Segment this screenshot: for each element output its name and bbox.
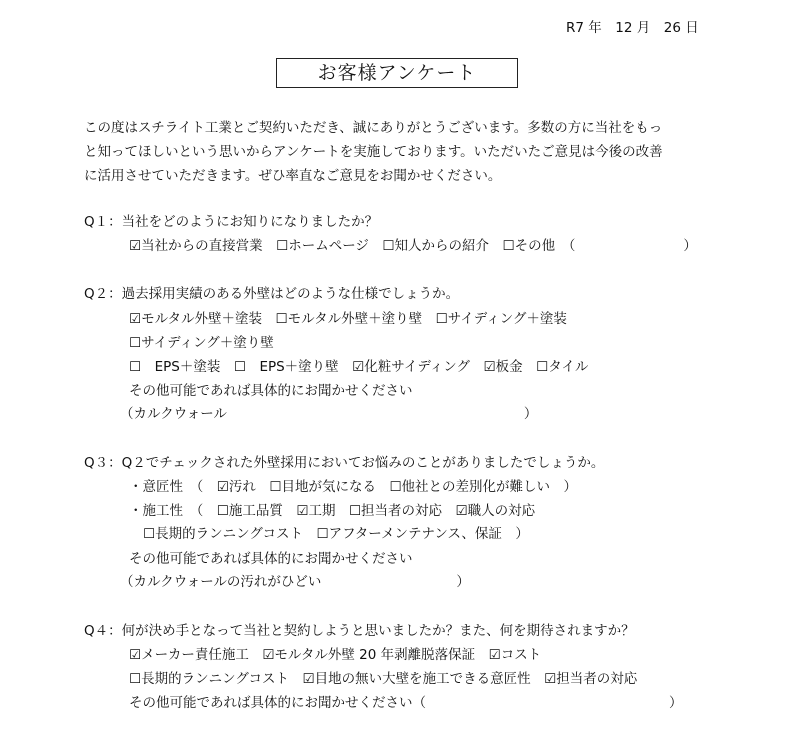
q2-options-line-2: ☐サイディング＋塗り壁 <box>129 335 274 351</box>
q4-options-line-2: ☐長期的ランニングコスト ☑目地の無い大壁を施工できる意匠性 ☑担当者の対応 <box>129 671 638 687</box>
intro-line-1: この度はスチライト工業とご契約いただき、誠にありがとうございます。多数の方に当社をもっ <box>84 120 663 136</box>
q3-other-answer: （カルクウォールの汚れがひどい ） <box>120 574 470 590</box>
q2-other-label: その他可能であれば具体的にお聞かせください <box>129 383 413 399</box>
intro-line-3: に活用させていただきます。ぜひ率直なご意見をお聞かせください。 <box>84 168 502 184</box>
survey-date: R7 年 12 月 26 日 <box>566 20 699 36</box>
q4-options-line-1: ☑メーカー責任施工 ☑モルタル外壁 20 年剥離脱落保証 ☑コスト <box>129 647 542 663</box>
page-title: お客様アンケート <box>276 58 518 88</box>
q2-other-answer: （カルクウォール ） <box>120 406 538 422</box>
q3-construction-options: ・施工性 （ ☐施工品質 ☑工期 ☐担当者の対応 ☑職人の対応 <box>129 503 536 519</box>
q4-other: その他可能であれば具体的にお聞かせください（ ） <box>129 695 683 711</box>
q3-construction-options-2: ☐長期的ランニングコスト ☐アフターメンテナンス、保証 ） <box>143 526 529 542</box>
q1-options: ☑当社からの直接営業 ☐ホームページ ☐知人からの紹介 ☐その他 （ ） <box>129 238 697 254</box>
q2-options-line-1: ☑モルタル外壁＋塗装 ☐モルタル外壁＋塗り壁 ☐サイディング＋塗装 <box>129 311 567 327</box>
q1-question: Q１：当社をどのようにお知りになりましたか？ <box>84 214 379 230</box>
q3-question: Q３：Q２でチェックされた外壁採用においてお悩みのことがありましたでしょうか。 <box>84 455 605 471</box>
q3-design-options: ・意匠性 （ ☑汚れ ☐目地が気になる ☐他社との差別化が難しい ） <box>129 479 578 495</box>
q3-other-label: その他可能であれば具体的にお聞かせください <box>129 551 413 567</box>
intro-line-2: と知ってほしいという思いからアンケートを実施しております。いただいたご意見は今後の改善 <box>84 144 663 160</box>
q2-question: Q２：過去採用実績のある外壁はどのような仕様でしょうか。 <box>84 286 460 302</box>
q2-options-line-3: ☐ EPS＋塗装 ☐ EPS＋塗り壁 ☑化粧サイディング ☑板金 ☐タイル <box>129 359 589 375</box>
q4-question: Q４：何が決め手となって当社と契約しようと思いましたか？また、何を期待されますか？ <box>84 623 635 639</box>
